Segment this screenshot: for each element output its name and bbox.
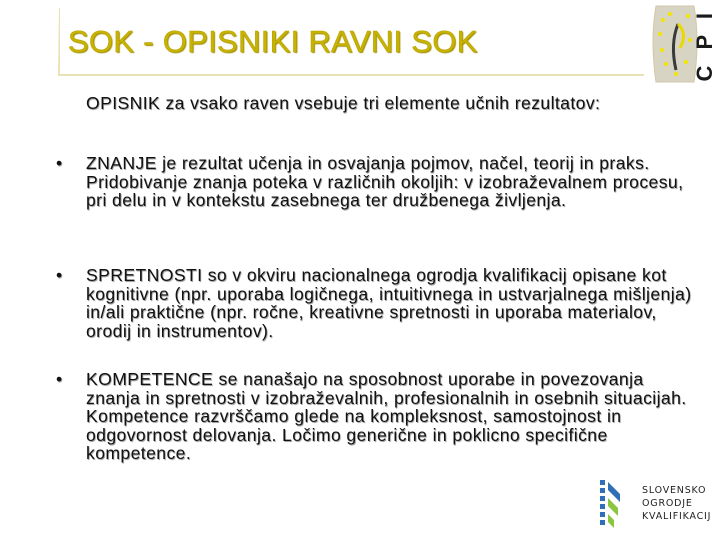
bullet-term: KOMPETENCE — [86, 369, 214, 389]
bullet-spretnosti — [56, 266, 696, 340]
bullet-text: se nanašajo na sposobnost uporabe in povezovanja znanja in spretnosti v izobraževalnih, profesionalnih in osebnih situacijah. Kompetence razvrščamo glede na kompleksnost, samostojnost in odgovornost delovanja. Ločimo generične in poklicno specifične kompetence. — [86, 369, 687, 464]
intro-lead: OPISNIK — [86, 93, 161, 113]
bullet-marker: • — [56, 153, 63, 173]
sok-logo-line: SLOVENSKO — [642, 485, 707, 496]
bullet-kompetence — [56, 370, 696, 463]
sok-mark-icon — [584, 472, 640, 538]
bullet-text: so v okviru nacionalnega ogrodja kvalifikacij opisane kot kognitivne (npr. uporaba logičnega, intuitivnega in ustvarjalnega mišljenja) in/ali praktične (npr. ročne, kreativne spretnosti in uporaba materialov, orodij in instrumentov). — [86, 265, 692, 341]
sok-logo-line: KVALIFIKACIJ — [642, 511, 712, 522]
bullet-znanje — [56, 154, 696, 210]
sok-logo — [584, 472, 718, 538]
intro-paragraph — [86, 94, 686, 113]
slide-title: SOK - OPISNIKI RAVNI SOK — [68, 24, 478, 59]
bullet-term: SPRETNOSTI — [86, 265, 203, 285]
cpi-logo — [648, 0, 720, 90]
intro-text: za vsako raven vsebuje tri elemente učnih rezultatov: — [160, 93, 601, 113]
bullet-marker: • — [56, 369, 63, 389]
sok-logo-line: OGRODJE — [642, 498, 693, 509]
bullet-term: ZNANJE — [86, 153, 157, 173]
sok-logo-text — [642, 484, 711, 523]
bullet-text: je rezultat učenja in osvajanja pojmov, načel, teorij in praks. Pridobivanje znanja poteka v različnih okoljih: v izobraževalnem procesu, pri delu in v kontekstu zasebnega ter družbenega življenja. — [86, 153, 684, 211]
bullet-marker: • — [56, 265, 63, 285]
cpi-letters: C P I — [692, 8, 717, 82]
